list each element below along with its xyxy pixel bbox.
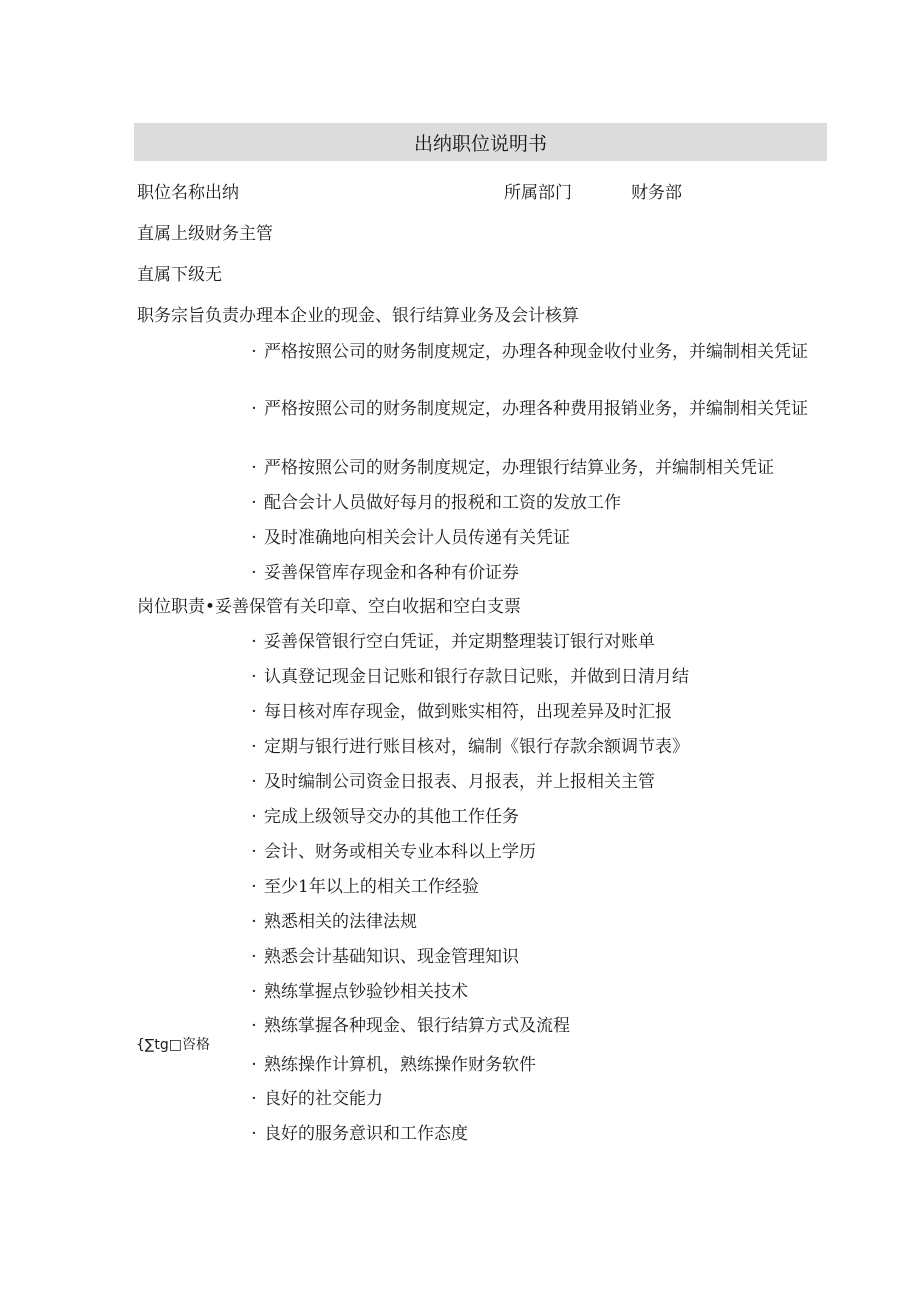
bullet-icon: · (251, 1055, 257, 1075)
list-item: · 严格按照公司的财务制度规定，办理各种现金收付业务，并编制相关凭证 (244, 340, 824, 364)
list-item: · 严格按照公司的财务制度规定，办理银行结算业务，并编制相关凭证 (244, 456, 824, 480)
bullet-icon: · (251, 1016, 257, 1036)
list-item: · 熟悉相关的法律法规 (244, 910, 824, 934)
list-item: · 每日核对库存现金，做到账实相符，出现差异及时汇报 (244, 700, 824, 724)
bullet-icon: · (251, 807, 257, 827)
bullet-icon: · (251, 772, 257, 792)
bullet-icon: · (251, 632, 257, 652)
qualification-label: {∑tg□咨格 (136, 1037, 210, 1053)
bullet-icon: · (251, 702, 257, 722)
bullet-icon: · (251, 737, 257, 757)
bullet-icon: · (251, 458, 257, 478)
list-item: · 定期与银行进行账目核对，编制《银行存款余额调节表》 (244, 735, 824, 759)
bullet-icon: · (251, 563, 257, 583)
subordinate-line: 直属下级无 (137, 265, 222, 285)
department-label: 所属部门 (504, 183, 572, 203)
bullet-icon: · (251, 667, 257, 687)
list-item: · 及时准确地向相关会计人员传递有关凭证 (244, 526, 824, 550)
purpose-line: 职务宗旨负责办理本企业的现金、银行结算业务及会计核算 (137, 306, 579, 326)
duties-label-line: 岗位职责•妥善保管有关印章、空白收据和空白支票 (137, 597, 522, 617)
list-item: · 妥善保管银行空白凭证，并定期整理装订银行对账单 (244, 630, 824, 654)
list-item: · 熟练掌握各种现金、银行结算方式及流程 (244, 1014, 824, 1038)
bullet-icon: · (251, 493, 257, 513)
bullet-icon: · (251, 399, 257, 419)
position-name: 职位名称出纳 (137, 183, 239, 203)
list-item: · 至少1年以上的相关工作经验 (244, 875, 824, 899)
bullet-icon: · (251, 342, 257, 362)
department-value: 财务部 (631, 183, 682, 203)
list-item: · 熟练操作计算机，熟练操作财务软件 (244, 1053, 824, 1077)
list-item: · 妥善保管库存现金和各种有价证券 (244, 561, 824, 585)
bullet-icon: · (251, 1089, 257, 1109)
bullet-icon: · (251, 912, 257, 932)
list-item: · 配合会计人员做好每月的报税和工资的发放工作 (244, 491, 824, 515)
list-item: · 良好的服务意识和工作态度 (244, 1122, 824, 1146)
bullet-icon: · (251, 1124, 257, 1144)
bullet-icon: · (251, 842, 257, 862)
list-item: · 良好的社交能力 (244, 1087, 824, 1111)
page-title: 出纳职位说明书 (134, 123, 827, 161)
superior-line: 直属上级财务主管 (137, 224, 273, 244)
list-item: · 完成上级领导交办的其他工作任务 (244, 805, 824, 829)
list-item: · 熟练掌握点钞验钞相关技术 (244, 980, 824, 1004)
bullet-icon: · (251, 877, 257, 897)
bullet-icon: · (251, 947, 257, 967)
list-item: · 认真登记现金日记账和银行存款日记账，并做到日清月结 (244, 665, 824, 689)
list-item: · 及时编制公司资金日报表、月报表，并上报相关主管 (244, 770, 824, 794)
bullet-icon: · (251, 528, 257, 548)
list-item: · 熟悉会计基础知识、现金管理知识 (244, 945, 824, 969)
list-item: · 严格按照公司的财务制度规定，办理各种费用报销业务，并编制相关凭证 (244, 397, 824, 421)
bullet-icon: · (251, 982, 257, 1002)
list-item: · 会计、财务或相关专业本科以上学历 (244, 840, 824, 864)
